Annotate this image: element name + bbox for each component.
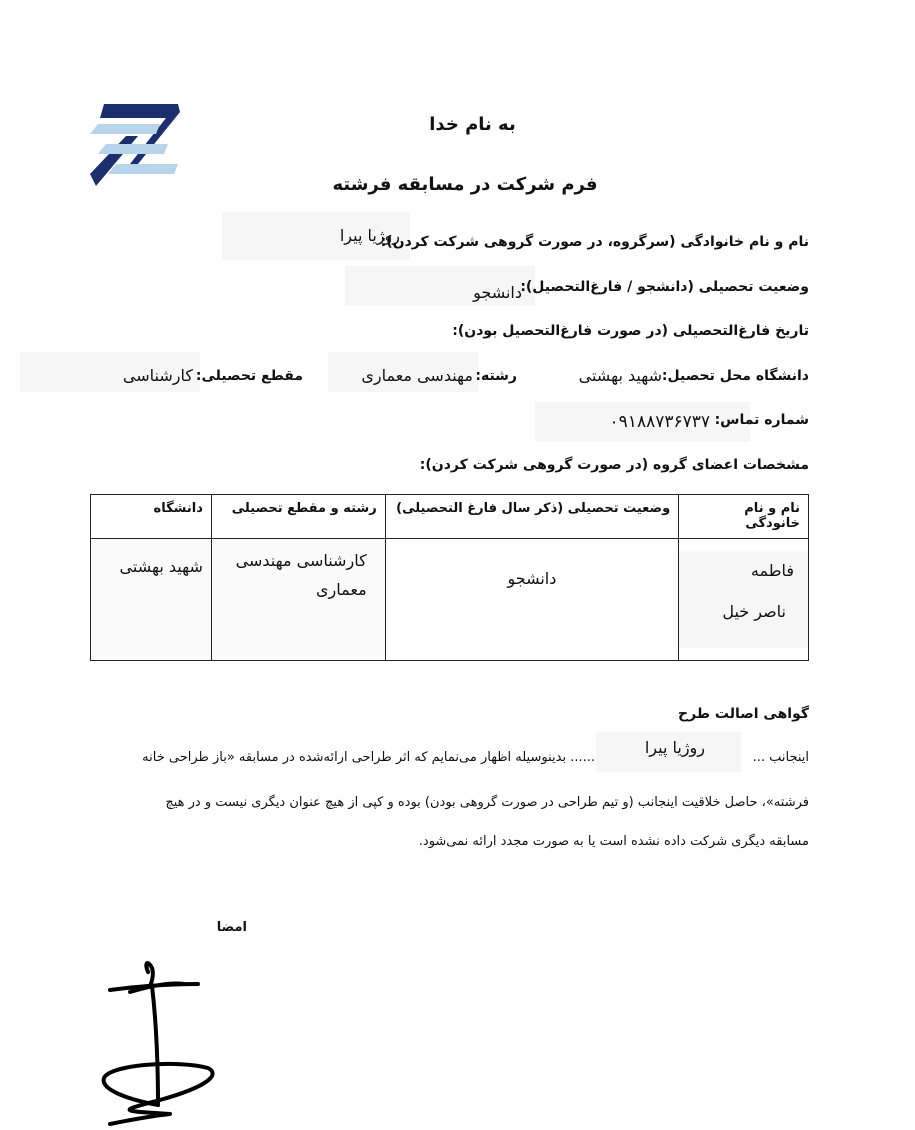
name-label: نام و نام خانوادگی (سرگروه، در صورت گروهی شرکت کردن): <box>380 234 809 250</box>
major-label: رشته: <box>475 368 517 384</box>
cell-university[interactable] <box>91 539 212 661</box>
name-value[interactable]: روژیا پیرا <box>339 226 400 245</box>
signature-label: امضا <box>216 920 247 935</box>
group-members-table <box>90 494 809 661</box>
header-name: نام و نام خانودگی <box>679 495 809 539</box>
header-status: وضعیت تحصیلی (ذکر سال فارغ التحصیلی) <box>385 495 678 539</box>
signature-image <box>100 960 230 1126</box>
form-title: فرم شرکت در مسابقه فرشته <box>332 174 598 195</box>
signature-stem <box>152 986 158 1105</box>
cell-name[interactable] <box>679 539 809 661</box>
originality-heading: گواهی اصالت طرح <box>678 706 809 722</box>
phone-value[interactable]: ۰۹۱۸۸۷۳۶۷۳۷ <box>609 412 710 432</box>
degree-label: مقطع تحصیلی: <box>195 368 303 384</box>
header-university: دانشگاه <box>91 495 212 539</box>
university-value[interactable]: شهید بهشتی <box>578 366 662 385</box>
member-first-name: فاطمه <box>750 561 794 580</box>
signature-top-loop <box>146 963 152 986</box>
table-header-row <box>91 495 809 539</box>
bismillah-heading: به نام خدا <box>429 114 516 135</box>
signature-drawing <box>100 960 230 1126</box>
cell-status[interactable] <box>385 539 678 661</box>
status-label: وضعیت تحصیلی (دانشجو / فارغ‌التحصیل): <box>520 279 809 295</box>
table-row <box>91 539 809 661</box>
originality-line1-prefix: اینجانب ... <box>752 750 809 765</box>
major-value[interactable]: مهندسی معماری <box>361 366 473 385</box>
header-major: رشته و مقطع تحصیلی <box>211 495 385 539</box>
logo-light-bar-3 <box>108 164 178 174</box>
status-value[interactable]: دانشجو <box>473 283 522 302</box>
member-last-name: ناصر خیل <box>722 602 786 621</box>
cell-major[interactable] <box>211 539 385 661</box>
graduation-date-label: تاریخ فارغ‌التحصیلی (در صورت فارغ‌التحصیل بودن): <box>452 323 809 339</box>
university-label: دانشگاه محل تحصیل: <box>661 368 809 384</box>
logo-light-bar-2 <box>98 144 168 154</box>
originality-line1-text: ...... بدینوسیله اظهار می‌نمایم که اثر طراحی ارائه‌شده در مسابقه «باز طراحی خانه <box>142 750 595 765</box>
member-university: شهید بهشتی <box>119 557 203 576</box>
group-members-label: مشخصات اعضای گروه (در صورت گروهی شرکت کردن): <box>419 457 809 473</box>
originality-line2: فرشته»، حاصل خلاقیت اینجانب (و تیم طراحی در صورت گروهی بودن) بوده و کپی از هیچ عنوان دیگری نیست و در هیچ <box>165 795 809 810</box>
member-major-line2: معماری <box>316 580 367 599</box>
degree-value[interactable]: کارشناسی <box>122 366 193 385</box>
member-status: دانشجو <box>507 569 557 588</box>
originality-name-value[interactable]: روژیا پیرا <box>644 738 705 757</box>
phone-label: شماره تماس: <box>714 412 809 428</box>
originality-line3: مسابقه دیگری شرکت داده نشده است یا به صورت مجدد ارائه نمی‌شود. <box>418 834 809 849</box>
member-major-line1: کارشناسی مهندسی <box>235 551 367 570</box>
